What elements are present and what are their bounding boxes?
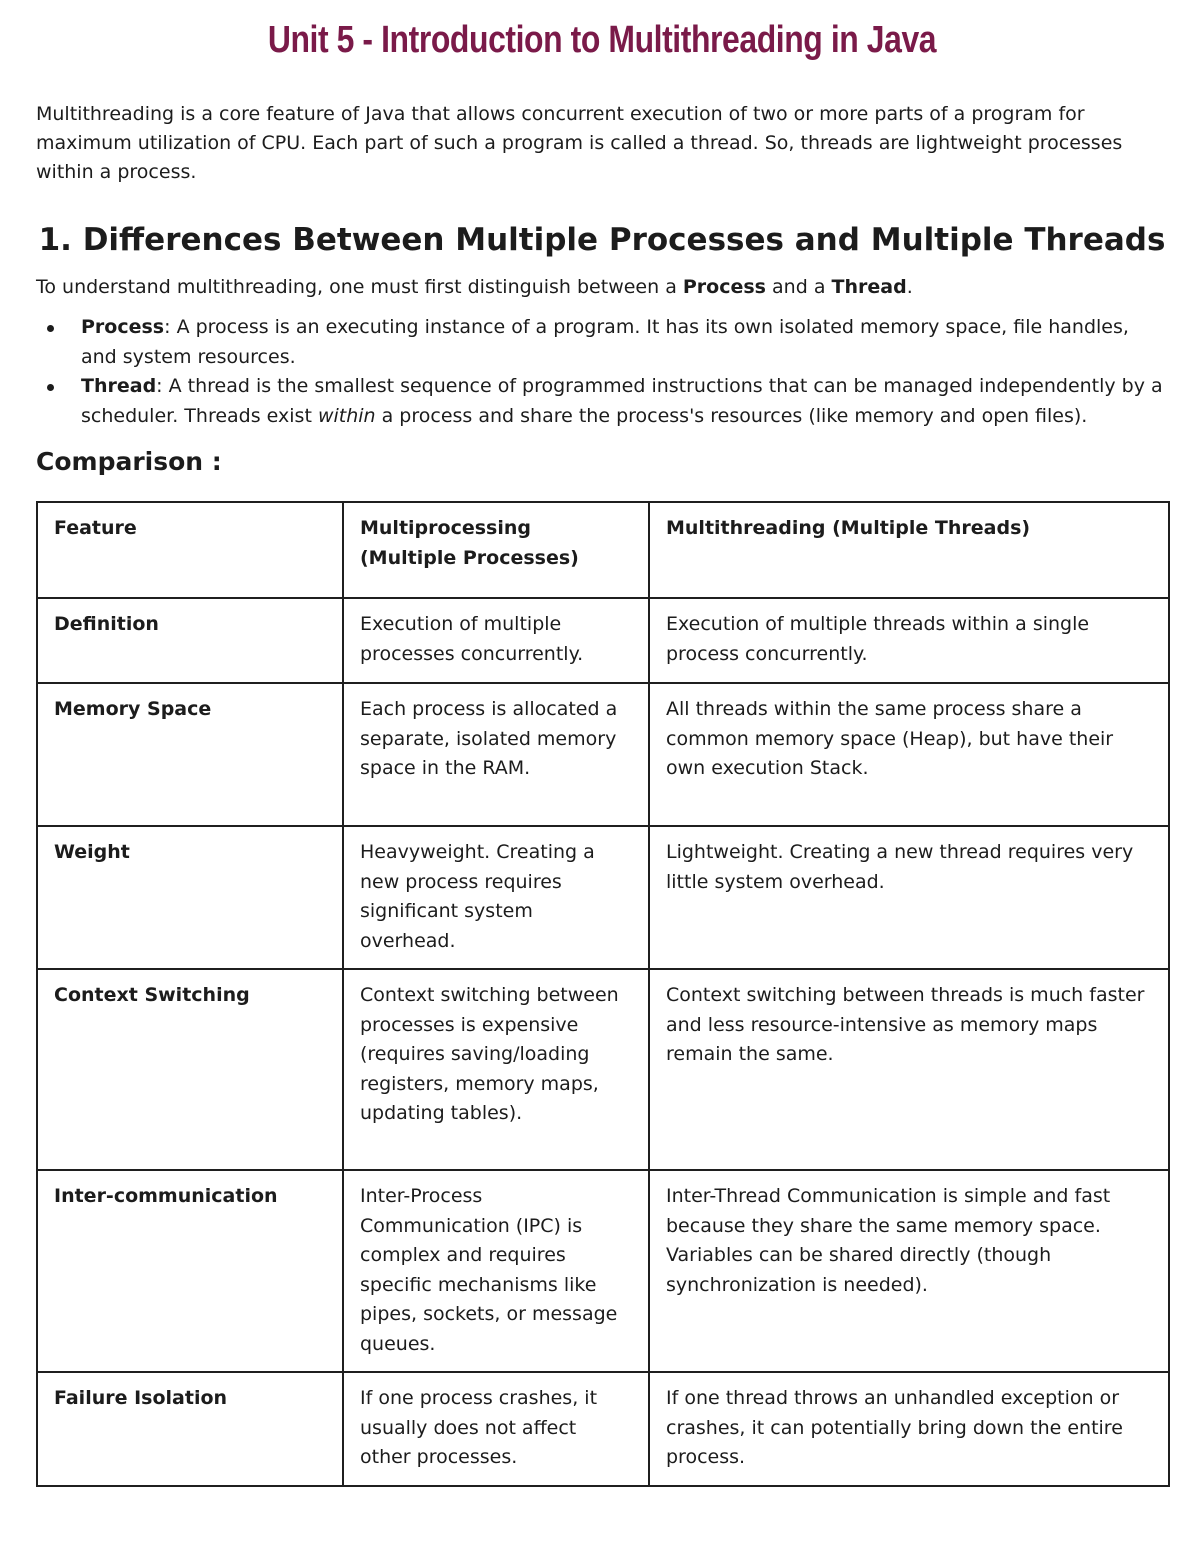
header-cell-multithreading: Multithreading (Multiple Threads) — [649, 502, 1169, 598]
table-row — [37, 1372, 1169, 1486]
bullet-text: : A process is an executing instance of a program. It has its own isolated memory space, file handles, and system resources. — [81, 316, 1129, 368]
table-row — [37, 969, 1169, 1170]
thread-cell: Lightweight. Creating a new thread requires very little system overhead. — [649, 826, 1169, 969]
bullet-dot-icon — [47, 384, 54, 391]
thread-cell: If one thread throws an unhandled exception or crashes, it can potentially bring down the entire process. — [649, 1372, 1169, 1486]
process-cell: Execution of multiple processes concurrently. — [343, 598, 649, 683]
bullet-term: Thread — [81, 375, 157, 397]
comparison-table — [36, 501, 1170, 1487]
feature-cell: Weight — [37, 826, 343, 969]
bullet-emphasis: within — [317, 404, 376, 427]
comparison-heading: Comparison : — [36, 447, 222, 476]
process-cell: Context switching between processes is expensive (requires saving/loading registers, memory maps, updating tables). — [343, 969, 649, 1170]
header-cell-feature: Feature — [37, 502, 343, 598]
document-page — [36, 0, 1168, 1468]
feature-cell: Definition — [37, 598, 343, 683]
feature-cell: Memory Space — [37, 683, 343, 826]
process-cell: Inter-Process Communication (IPC) is complex and requires specific mechanisms like pipes, sockets, or message queues. — [343, 1170, 649, 1372]
feature-cell: Context Switching — [37, 969, 343, 1170]
table-row — [37, 683, 1169, 826]
table-header-row — [37, 502, 1169, 598]
page-title: Unit 5 - Introduction to Multithreading in Java — [267, 19, 937, 61]
thread-cell: Context switching between threads is much faster and less resource-intensive as memory maps remain the same. — [649, 969, 1169, 1170]
lead-term-thread: Thread — [831, 276, 907, 298]
feature-cell: Inter-communication — [37, 1170, 343, 1372]
definition-list — [36, 313, 1168, 431]
table-row — [37, 598, 1169, 683]
bullet-term: Process — [81, 316, 165, 338]
section-lead — [36, 273, 1168, 301]
thread-cell: Inter-Thread Communication is simple and fast because they share the same memory space. Variables can be shared directly (though synchronization is needed). — [649, 1170, 1169, 1372]
bullet-text: a process and share the process's resources (like memory and open files). — [375, 404, 1088, 427]
lead-mid: and a — [766, 276, 832, 298]
feature-cell: Failure Isolation — [37, 1372, 343, 1486]
process-cell: Heavyweight. Creating a new process requires significant system overhead. — [343, 826, 649, 969]
list-item-process — [36, 313, 1168, 372]
lead-term-process: Process — [682, 276, 766, 298]
thread-cell: Execution of multiple threads within a single process concurrently. — [649, 598, 1169, 683]
lead-prefix: To understand multithreading, one must first distinguish between a — [36, 276, 683, 298]
header-cell-multiprocessing: Multiprocessing (Multiple Processes) — [343, 502, 649, 598]
lead-suffix: . — [906, 276, 913, 298]
list-item-thread — [36, 372, 1168, 431]
table-row — [37, 1170, 1169, 1372]
process-cell: Each process is allocated a separate, isolated memory space in the RAM. — [343, 683, 649, 826]
table-row — [37, 826, 1169, 969]
thread-cell: All threads within the same process share a common memory space (Heap), but have their own execution Stack. — [649, 683, 1169, 826]
intro-paragraph: Multithreading is a core feature of Java that allows concurrent execution of two or more parts of a program for maximum utilization of CPU. Each part of such a program is called a thread. So, threads are lightweight processes within a process. — [36, 103, 1123, 183]
section-heading: 1. Differences Between Multiple Processes and Multiple Threads — [38, 222, 1166, 258]
bullet-dot-icon — [47, 325, 54, 332]
process-cell: If one process crashes, it usually does not affect other processes. — [343, 1372, 649, 1486]
bullet-text: : A thread is the smallest sequence of programmed instructions that can be managed independently by a scheduler. Threads exist — [81, 375, 1163, 427]
